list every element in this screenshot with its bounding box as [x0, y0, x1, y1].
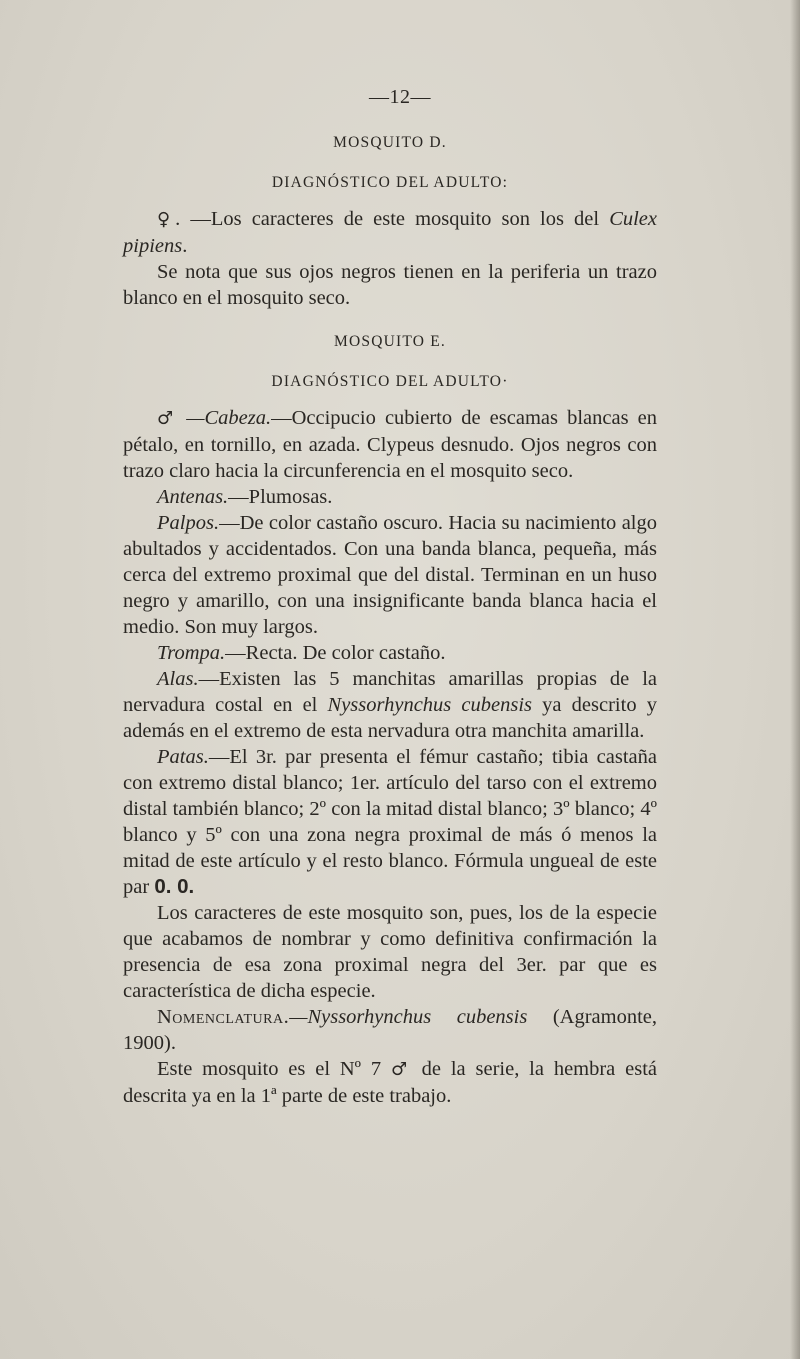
ungual-formula: 0. 0.: [154, 875, 195, 898]
text-block: [123, 130, 657, 1109]
section-d-paragraph-1: [123, 206, 657, 259]
alas-label: Alas.: [157, 668, 199, 690]
antenas-label: Antenas.: [157, 486, 229, 508]
section-d-paragraph-2: Se nota que sus ojos negros tienen en la periferia un trazo blanco en el mosquito seco.: [123, 261, 657, 309]
alas-text-1: —Existen las 5 manchitas amarillas propias de la nervadura costal en el: [123, 668, 657, 716]
palpos-paragraph: [123, 510, 657, 640]
trompa-paragraph: [123, 640, 657, 666]
nomenclatura-paragraph: [123, 1004, 657, 1056]
final-paragraph: [123, 1056, 657, 1109]
antenas-text: —Plumosas.: [228, 486, 333, 508]
page-edge-shadow: [790, 0, 800, 1359]
palpos-label: Palpos.: [157, 512, 220, 534]
para1-pre: . —Los caracteres de este mosquito son los del: [175, 208, 610, 230]
section-e-subtitle: DIAGNÓSTICO DEL ADULTO·: [271, 373, 509, 390]
cabeza-paragraph: [123, 405, 657, 484]
section-d-subtitle: DIAGNÓSTICO DEL ADULTO:: [271, 174, 509, 191]
patas-paragraph: [123, 744, 657, 900]
conclusion-paragraph: Los caracteres de este mosquito son, pues, los de la especie que acabamos de nombrar y como definitiva confirmación la presencia de esa zona proximal negra del 3er. par que es característica de dicha especie.: [123, 902, 657, 1002]
page-number: —12—: [369, 86, 431, 108]
section-d-title: MOSQUITO D.: [333, 134, 447, 151]
alas-text-2: ya descrito y además en el extremo de esta nervadura otra manchita amarilla.: [123, 694, 657, 742]
patas-text: —El 3r. par presenta el fémur castaño; tibia castaña con extremo distal blanco; 1er. artículo del tarso con el extremo distal también blanco; 2º con la mitad distal blanco; 3º blanco; 4º blanco y 5º con una zona negra proximal de más ó menos la mitad de este artículo y el resto blanco. Fórmula ungueal de este par: [123, 746, 657, 898]
female-symbol: ♀: [157, 209, 176, 230]
species-nyssorhynchus: Nyssorhynchus cubensis: [327, 694, 533, 716]
species-culex: Culex pipiens: [123, 208, 658, 257]
alas-paragraph: [123, 666, 657, 744]
nomenclatura-label: Nomenclatura.: [157, 1006, 290, 1028]
trompa-text: —Recta. De color castaño.: [225, 642, 446, 664]
final-pre: Este mosquito es el Nº 7: [157, 1058, 391, 1080]
cabeza-text: —Occipucio cubierto de escamas blancas en pétalo, en tornillo, en azada. Clypeus desnudo. Ojos negros con trazo claro hacia la circunferencia en el mosquito seco.: [123, 407, 658, 482]
final-post: de la serie, la hembra está descrita ya en la 1ª parte de este trabajo.: [123, 1058, 657, 1107]
male-symbol-2: ♂: [390, 1059, 412, 1080]
male-symbol: ♂: [157, 408, 178, 429]
trompa-label: Trompa.: [157, 642, 226, 664]
cabeza-label: —Cabeza.: [186, 407, 272, 429]
section-e-title: MOSQUITO E.: [334, 333, 446, 350]
para1-post: .: [182, 235, 188, 257]
patas-label: Patas.: [157, 746, 209, 768]
antenas-paragraph: [123, 484, 657, 510]
nomenclatura-species: —Nyssorhynchus cubensis: [289, 1006, 528, 1028]
nomenclatura-author: (Agramonte, 1900).: [123, 1006, 658, 1054]
palpos-text: —De color castaño oscuro. Hacia su nacimiento algo abultados y accidentados. Con una banda blanca, pequeña, más cerca del extremo proximal que del distal. Terminan en un huso negro y amarillo, con una insignificante banda blanca hacia el medio. Son muy largos.: [123, 512, 657, 638]
